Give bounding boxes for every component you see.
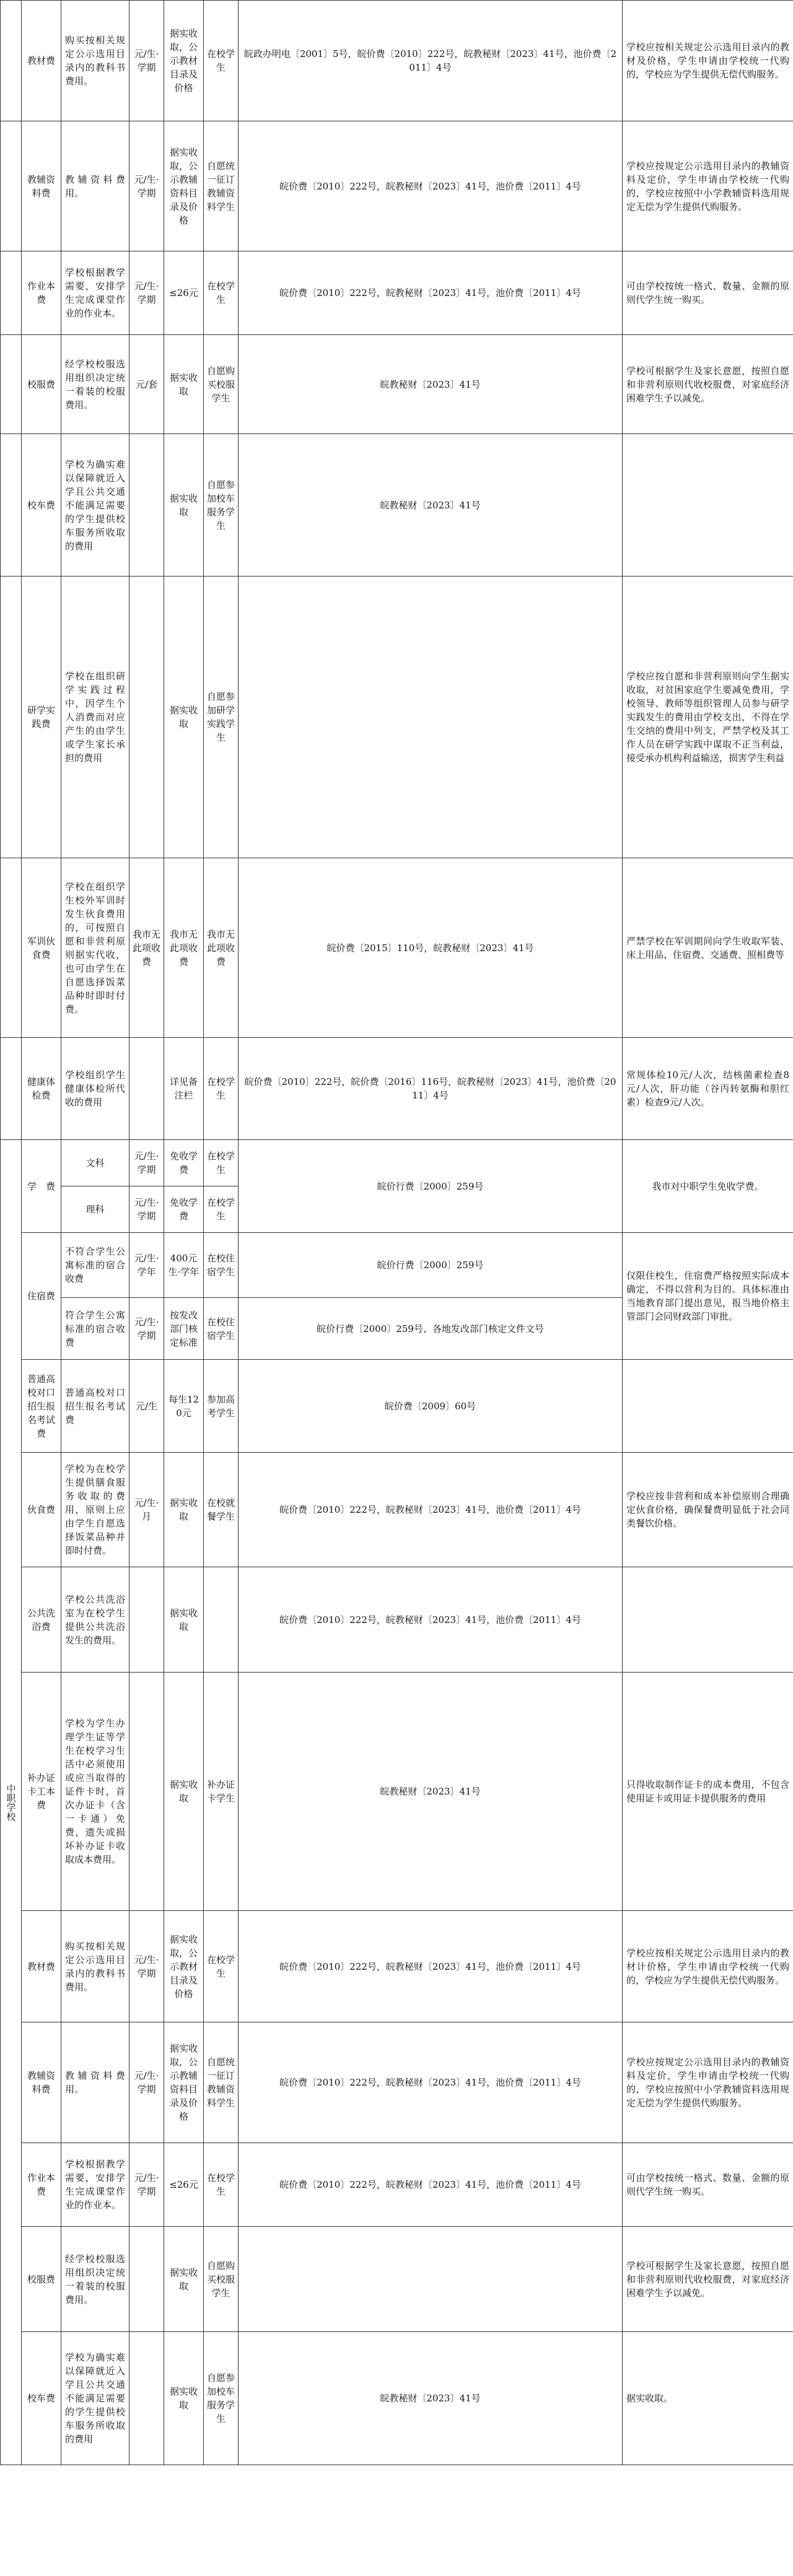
fee-note-cell (623, 1360, 793, 1453)
fee-unit-cell: 元/生·学期 (129, 1140, 164, 1186)
fee-standard-cell: 据实收取，公示教材目录及价格 (164, 1, 204, 121)
fee-description-cell: 学校根据教学需要，安排学生完成课堂作业的作业本。 (61, 2143, 129, 2227)
fee-standard-cell: 据实收取 (164, 335, 204, 434)
fee-description-cell: 学校为确实难以保障就近入学且公共交通不能满足需要的学生提供校车服务所收取的费用 (61, 2332, 129, 2465)
fee-name-cell: 补办证卡工本费 (22, 1673, 61, 1911)
fee-principle-cell: 自愿参加研学实践学生 (204, 577, 239, 858)
fee-description-cell: 购买按相关规定公示选用目录内的教科书费用。 (61, 1, 129, 121)
fee-unit-cell (129, 2332, 164, 2465)
fee-unit-cell: 元/套 (129, 335, 164, 434)
fee-basis-cell: 皖政办明电〔2001〕5号，皖价费〔2010〕222号，皖教秘财〔2023〕41号，池价费〔2011〕4号 (239, 1, 623, 121)
fee-standard-cell: 免收学费 (164, 1140, 204, 1186)
fee-basis-cell: 皖价费〔2015〕110号，皖教秘财〔2023〕41号 (239, 858, 623, 1038)
fee-subtype-cell: 理科 (61, 1186, 129, 1233)
section-cell-empty (1, 1, 22, 121)
fee-note-cell: 学校可根据学生及家长意愿，按照自愿和非营利原则代收校服费，对家庭经济困难学生予以减免。 (623, 2227, 793, 2332)
fee-standard-cell: 据实收取 (164, 434, 204, 577)
fee-subtype-cell: 不符合学生公寓标准的宿合收费 (61, 1233, 129, 1298)
fee-basis-cell (239, 2227, 623, 2332)
fee-principle-cell: 自愿参加校车服务学生 (204, 434, 239, 577)
fee-unit-cell (129, 1673, 164, 1911)
fee-unit-cell: 我市无此项收费 (129, 858, 164, 1038)
fee-description-cell: 学校根据教学需要，安排学生完成课堂作业的作业本。 (61, 251, 129, 335)
fee-basis-cell: 皖价费〔2010〕222号，皖教秘财〔2023〕41号，池价费〔2011〕4号 (239, 1911, 623, 2022)
table-row (1, 1233, 793, 1298)
section-cell-empty (1, 1038, 22, 1140)
fee-description-cell: 学校公共洗浴室为在校学生提供公共洗浴发生的费用。 (61, 1567, 129, 1673)
fee-description-cell: 普通高校对口招生报名考试费 (61, 1360, 129, 1453)
fee-unit-cell: 元/生·学期 (129, 251, 164, 335)
fee-basis-cell: 皖价费〔2010〕222号，皖教秘财〔2023〕41号，池价费〔2011〕4号 (239, 251, 623, 335)
fee-note-cell: 严禁学校在军训期间向学生收取军装、床上用品、住宿费、交通费、照相费等 (623, 858, 793, 1038)
fee-basis-cell: 皖价费〔2010〕222号，皖教秘财〔2023〕41号，池价费〔2011〕4号 (239, 1567, 623, 1673)
fee-table-body (1, 1, 793, 2465)
fee-unit-cell: 元/生 (129, 1360, 164, 1453)
fee-note-cell: 学校应按相关规定公示选用目录内的教材及价格，学生申请由学校统一代购的，学校应为学生提供无偿代购服务。 (623, 1, 793, 121)
fee-standard-cell: 据实收取，公示教辅资料目录及价格 (164, 121, 204, 251)
table-row (1, 1038, 793, 1140)
fee-name-cell: 作业本费 (22, 2143, 61, 2227)
fee-principle-cell: 补办证卡学生 (204, 1673, 239, 1911)
fee-standard-cell: 据实收取 (164, 1673, 204, 1911)
fee-unit-cell (129, 2227, 164, 2332)
fee-principle-cell: 我市无此项收费 (204, 858, 239, 1038)
table-row (1, 1673, 793, 1911)
fee-note-cell: 学校应按相关规定公示选用目录内的教材计价格，学生申请由学校统一代购的，学校应为学生提供无偿代购服务。 (623, 1911, 793, 2022)
fee-unit-cell (129, 1038, 164, 1140)
fee-principle-cell: 自愿统一征订教辅资料学生 (204, 121, 239, 251)
table-row (1, 335, 793, 434)
fee-name-cell: 教辅资料费 (22, 121, 61, 251)
fee-basis-cell: 皖教秘财〔2023〕41号 (239, 434, 623, 577)
fee-unit-cell: 元/生·学期 (129, 2022, 164, 2143)
fee-principle-cell: 自愿统一征订教辅资料学生 (204, 2022, 239, 2143)
section-cell-empty (1, 434, 22, 577)
fee-unit-cell: 元/生·学期 (129, 1298, 164, 1360)
fee-note-cell: 学校应按非营利和成本补偿原则合理确定伙食价格，确保餐费明显低于社会同类餐饮价格。 (623, 1453, 793, 1567)
fee-standard-cell: 按发改部门核定标准 (164, 1298, 204, 1360)
fee-standard-cell: 据实收取 (164, 2227, 204, 2332)
fee-name-cell: 教辅资料费 (22, 2022, 61, 2143)
fee-basis-cell: 皖价费〔2010〕222号，皖教秘财〔2023〕41号，池价费〔2011〕4号 (239, 2022, 623, 2143)
fee-name-cell: 校车费 (22, 2332, 61, 2465)
fee-principle-cell: 自愿购买校服学生 (204, 2227, 239, 2332)
fee-principle-cell: 在校学生 (204, 251, 239, 335)
fee-standard-cell: 据实收取 (164, 577, 204, 858)
fee-basis-cell: 皖价费〔2009〕60号 (239, 1360, 623, 1453)
fee-standard-cell: 据实收取 (164, 2332, 204, 2465)
fee-standard-cell: 每生120元 (164, 1360, 204, 1453)
fee-description-cell: 教辅资料费用。 (61, 121, 129, 251)
table-row (1, 2227, 793, 2332)
section-cell-empty (1, 577, 22, 858)
fee-principle-cell: 在校学生 (204, 1038, 239, 1140)
section-label-cell: 中职学校 (1, 1140, 22, 2465)
table-row (1, 1567, 793, 1673)
fee-unit-cell: 元/生·学期 (129, 1, 164, 121)
fee-principle-cell: 在校住宿学生 (204, 1233, 239, 1298)
fee-standard-cell: 详见备注栏 (164, 1038, 204, 1140)
fee-principle-cell: 在校学生 (204, 2143, 239, 2227)
fee-note-cell: 学校应按规定公示选用目录内的教辅资料及定价，学生申请由学校统一代购的，学校应按照中小学教辅资料选用规定无偿为学生提供代购服务。 (623, 2022, 793, 2143)
fee-unit-cell (129, 1567, 164, 1673)
fee-description-cell: 学校为在校学生提供膳食服务收取的费用，原则上应由学生自愿选择饭菜品种并即时付费。 (61, 1453, 129, 1567)
section-cell-empty (1, 858, 22, 1038)
fee-principle-cell: 自愿参加校车服务学生 (204, 2332, 239, 2465)
fee-basis-cell: 皖价费〔2010〕222号，皖教秘财〔2023〕41号，池价费〔2011〕4号 (239, 2143, 623, 2227)
fee-unit-cell: 元/生·学年 (129, 1233, 164, 1298)
fee-unit-cell: 元/生·学期 (129, 2143, 164, 2227)
fee-name-cell: 校服费 (22, 335, 61, 434)
table-row (1, 1911, 793, 2022)
fee-name-cell: 作业本费 (22, 251, 61, 335)
fee-basis-cell: 皖价行费〔2000〕259号、各地发改部门核定文件文号 (239, 1298, 623, 1360)
fee-name-cell: 住宿费 (22, 1233, 61, 1360)
table-row (1, 1453, 793, 1567)
table-row (1, 1360, 793, 1453)
fee-note-cell: 可由学校按统一格式、数量、金额的原则代学生统一购买。 (623, 2143, 793, 2227)
table-row (1, 1140, 793, 1186)
fee-basis-cell: 皖教秘财〔2023〕41号 (239, 2332, 623, 2465)
fee-note-cell: 只得收取制作证卡的成本费用，不包含使用证卡或用证卡提供服务的费用 (623, 1673, 793, 1911)
fee-basis-cell: 皖教秘财〔2023〕41号 (239, 335, 623, 434)
fee-description-cell: 学校在组织学生校外军训时发生伙食费用的，可按照自愿和非营利原则据实代收，也可由学生在自愿选择饭菜品种时即时付费。 (61, 858, 129, 1038)
fee-standard-cell: 我市无此项收费 (164, 858, 204, 1038)
fee-note-cell: 学校应按规定公示选用目录内的教辅资料及定价，学生申请由学校统一代购的，学校应按照中小学教辅资料选用规定无偿为学生提供代购服务。 (623, 121, 793, 251)
fee-name-cell: 研学实践费 (22, 577, 61, 858)
fee-unit-cell: 元/生·学期 (129, 1911, 164, 2022)
fee-unit-cell: 元/生·学期 (129, 1186, 164, 1233)
fee-standard-cell: ≤26元 (164, 2143, 204, 2227)
table-row (1, 858, 793, 1038)
fee-description-cell: 教辅资料费用。 (61, 2022, 129, 2143)
fee-principle-cell: 在校学生 (204, 1911, 239, 2022)
fee-name-cell: 军训伙食费 (22, 858, 61, 1038)
fee-unit-cell: 元/生·学期 (129, 121, 164, 251)
fee-standard-cell: 据实收取 (164, 1453, 204, 1567)
fee-subtype-cell: 文科 (61, 1140, 129, 1186)
table-row (1, 2143, 793, 2227)
fee-basis-cell: 皖教秘财〔2023〕41号 (239, 1673, 623, 1911)
table-row (1, 577, 793, 858)
table-row (1, 434, 793, 577)
fee-name-cell: 校车费 (22, 434, 61, 577)
fee-standard-cell: 据实收取，公示教材目录及价格 (164, 1911, 204, 2022)
fee-basis-cell: 皖价费〔2010〕222号，皖价费〔2016〕116号，皖教秘财〔2023〕41号，池价费〔2011〕4号 (239, 1038, 623, 1140)
fee-note-cell: 学校应按自愿和非营利原则向学生据实收取，对贫困家庭学生要减免费用，学校领导、教师等组织管理人员参与研学实践发生的费用由学校支出，不得在学生交纳的费用中列支，严禁学校及其工作人员在研学实践中谋取不正当利益，接受承办机构利益输送，损害学生利益 (623, 577, 793, 858)
fee-description-cell: 购买按相关规定公示选用目录内的教科书费用。 (61, 1911, 129, 2022)
fee-principle-cell: 自愿购买校服学生 (204, 335, 239, 434)
section-cell-empty (1, 251, 22, 335)
fee-note-cell: 据实收取。 (623, 2332, 793, 2465)
fee-standard-cell: 据实收取，公示教辅资料目录及价格 (164, 2022, 204, 2143)
fee-principle-cell: 参加高考学生 (204, 1360, 239, 1453)
fee-unit-cell: 元/生·月 (129, 1453, 164, 1567)
fee-description-cell: 学校为学生办理学生证等学生在校学习生活中必须使用或应当取得的证件卡时，首次办证卡（含一卡通）免费，遗失或损坏补办证卡收取成本费用。 (61, 1673, 129, 1911)
fee-basis-cell: 皖价费〔2010〕222号，皖教秘财〔2023〕41号，池价费〔2011〕4号 (239, 121, 623, 251)
table-row (1, 251, 793, 335)
fee-unit-cell (129, 577, 164, 858)
fee-name-cell: 学 费 (22, 1140, 61, 1233)
section-cell-empty (1, 121, 22, 251)
fee-description-cell: 经学校校服选用组织决定统一着装的校服费用。 (61, 2227, 129, 2332)
fee-description-cell: 学校在组织研学实践过程中，因学生个人消费而对应产生的由学生或学生家长承担的费用 (61, 577, 129, 858)
fee-basis-cell: 皖价行费〔2000〕259号 (239, 1140, 623, 1233)
fee-description-cell: 学校组织学生健康体检所代收的费用 (61, 1038, 129, 1140)
fee-basis-cell: 皖价行费〔2000〕259号 (239, 1233, 623, 1298)
table-row (1, 1, 793, 121)
fee-description-cell: 学校为确实难以保障就近入学且公共交通不能满足需要的学生提供校车服务所收取的费用 (61, 434, 129, 577)
fee-principle-cell: 在校学生 (204, 1186, 239, 1233)
table-row (1, 2332, 793, 2465)
fee-standard-cell: 免收学费 (164, 1186, 204, 1233)
fee-name-cell: 教材费 (22, 1, 61, 121)
fee-name-cell: 公共洗浴费 (22, 1567, 61, 1673)
fee-principle-cell: 在校学生 (204, 1140, 239, 1186)
fee-standard-cell: ≤26元 (164, 251, 204, 335)
fee-principle-cell: 在校住宿学生 (204, 1298, 239, 1360)
table-row (1, 2022, 793, 2143)
fee-name-cell: 校服费 (22, 2227, 61, 2332)
fee-unit-cell (129, 434, 164, 577)
section-cell-empty (1, 335, 22, 434)
fee-note-cell: 仅限住校生，住宿费严格按照实际成本确定，不得以营利为目的。具体标准由当地教育部门提出意见，报当地价格主管部门会同财政部门审批。 (623, 1233, 793, 1360)
fee-name-cell: 教材费 (22, 1911, 61, 2022)
fee-subtype-cell: 符合学生公寓标准的宿合收费 (61, 1298, 129, 1360)
fee-note-cell: 常规体检10元/人次，结核菌素检查8元/人次，肝功能（谷丙转氨酶和胆红素）检查9元/人次。 (623, 1038, 793, 1140)
fee-standard-cell: 据实收取 (164, 1567, 204, 1673)
fee-name-cell: 伙食费 (22, 1453, 61, 1567)
fee-name-cell: 普通高校对口招生报名考试费 (22, 1360, 61, 1453)
fee-principle-cell: 在校就餐学生 (204, 1453, 239, 1567)
fee-name-cell: 健康体检费 (22, 1038, 61, 1140)
fee-note-cell: 我市对中职学生免收学费。 (623, 1140, 793, 1233)
fee-note-cell (623, 1567, 793, 1673)
fee-note-cell (623, 434, 793, 577)
fee-principle-cell: 在校学生 (204, 1, 239, 121)
fee-principle-cell (204, 1567, 239, 1673)
fee-basis-cell (239, 577, 623, 858)
table-row (1, 121, 793, 251)
fee-standard-cell: 400元生·学年 (164, 1233, 204, 1298)
fee-note-cell: 可由学校按统一格式、数量、金额的原则代学生统一购买。 (623, 251, 793, 335)
fee-description-cell: 经学校校服选用组织决定统一着装的校服费用。 (61, 335, 129, 434)
fee-basis-cell: 皖价费〔2010〕222号，皖教秘财〔2023〕41号，池价费〔2011〕4号 (239, 1453, 623, 1567)
fee-note-cell: 学校可根据学生及家长意愿，按照自愿和非营利原则代收校服费，对家庭经济困难学生予以减免。 (623, 335, 793, 434)
